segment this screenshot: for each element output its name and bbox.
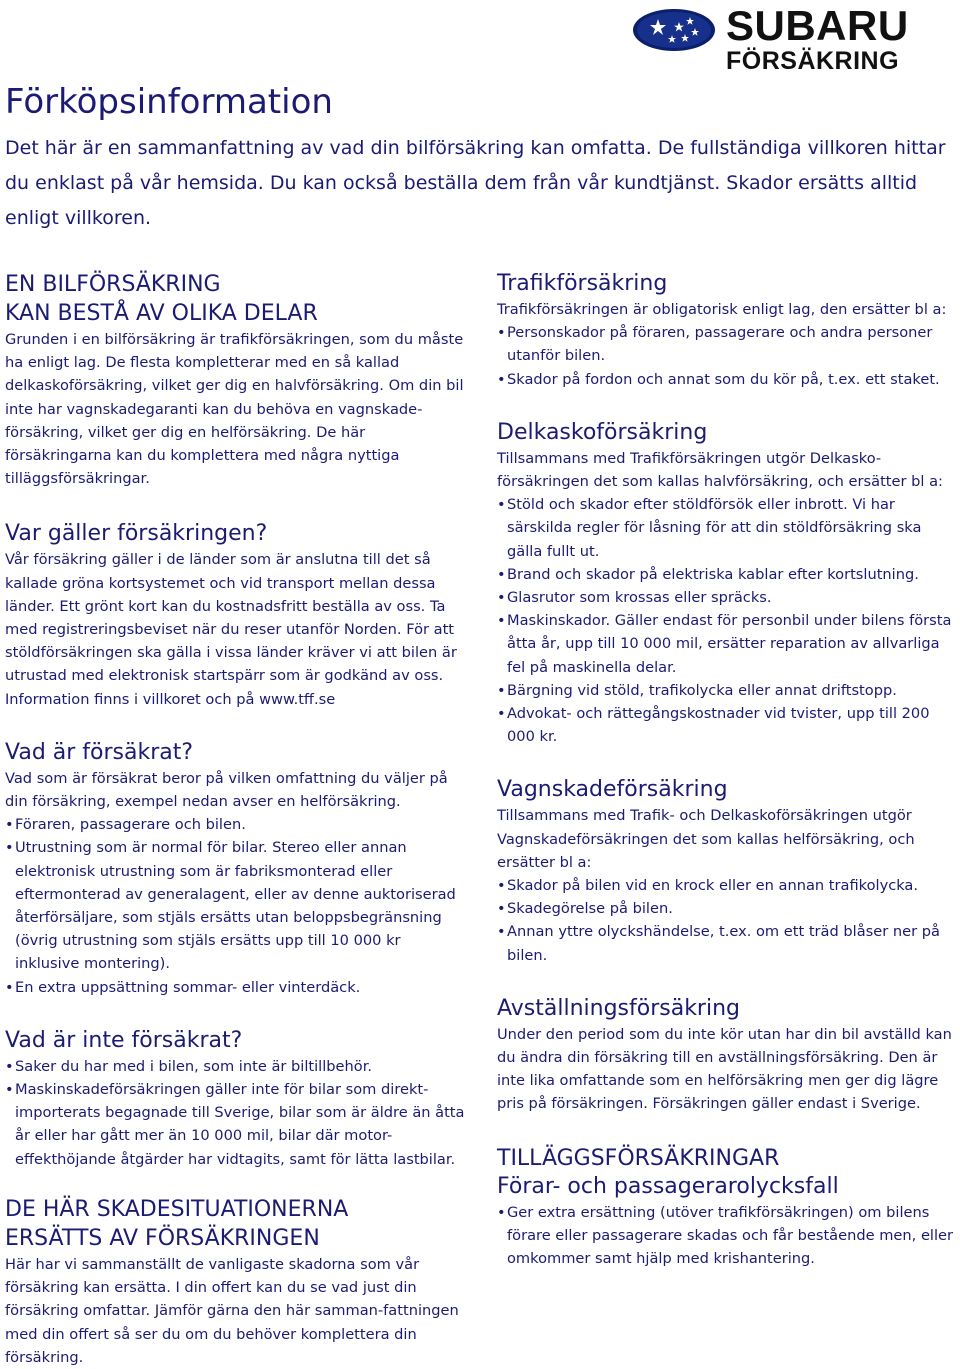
- section-subheading: Förar- och passagerarolycksfall: [497, 1173, 839, 1199]
- bullet-list: [5, 1055, 465, 1171]
- section-skadesituationer: [5, 1195, 465, 1369]
- list-item: • Saker du har med i bilen, som inte är biltillbehör.: [5, 1055, 465, 1078]
- bullet-list: [497, 321, 960, 391]
- subaru-stars-icon: [632, 8, 716, 52]
- section-vagnskadeforsakring: [497, 776, 960, 966]
- intro-text: Det här är en sammanfattning av vad din bilförsäkring kan omfatta. De fullständiga villkoren hittar du enklast på vår hemsida. Du kan också beställa dem från vår kundtjänst. Skador ersätts alltid enligt villkoren.: [5, 137, 946, 229]
- section-tillaggsforsakringar: [497, 1144, 960, 1271]
- list-item: • Annan yttre olyckshändelse, t.ex. om ett träd blåser ner på bilen.: [497, 920, 960, 966]
- list-item: • Glasrutor som krossas eller spräcks.: [497, 586, 960, 609]
- section-heading: Vagnskadeförsäkring: [497, 777, 728, 803]
- section-body: Vad som är försäkrat beror på vilken omfattning du väljer på din försäkring, exempel nedan avser en helförsäkring.: [5, 769, 448, 811]
- section-heading: Vad är inte försäkrat?: [5, 1027, 243, 1053]
- section-body: Trafikförsäkringen är obligatorisk enligt lag, den ersätter bl a:: [497, 301, 947, 318]
- section-en-bilforsakring: [5, 270, 465, 490]
- section-body: Tillsammans med Trafik- och Delkaskoförsäkringen utgör Vagnskadeförsäkringen det som kallas helförsäkring, och ersätter bl a:: [497, 807, 915, 871]
- section-heading-line1: EN BILFÖRSÄKRING: [5, 272, 221, 297]
- list-item: • Advokat- och rättegångskostnader vid tvister, upp till 200 000 kr.: [497, 702, 960, 748]
- bullet-list: [497, 874, 960, 967]
- list-item: • Skador på fordon och annat som du kör på, t.ex. ett staket.: [497, 368, 960, 391]
- subaru-logo: [632, 4, 960, 74]
- bullet-list: [5, 813, 465, 999]
- section-body: Grunden i en bilförsäkring är trafikförsäkringen, som du måste ha enligt lag. De flesta kompletterar med en så kallad delkaskoförsäkring, vilket ger dig en halvförsäkring. Om din bil inte har vagnskadegaranti kan du behöva en vagnskade-försäkring, vilket ger dig en helförsäkring. De här försäkringarna kan du komplettera med några nyttiga tilläggsförsäkringar.: [5, 331, 464, 488]
- section-body: Tillsammans med Trafikförsäkringen utgör Delkasko-försäkringen det som kallas halvförsäkring, och ersätter bl a:: [497, 449, 943, 491]
- list-item: • Bärgning vid stöld, trafikolycka eller annat driftstopp.: [497, 679, 960, 702]
- section-heading: Var gäller försäkringen?: [5, 521, 268, 547]
- list-item: • Föraren, passagerare och bilen.: [5, 813, 465, 836]
- section-avstallningsforsakring: [497, 995, 960, 1116]
- list-item: • Stöld och skador efter stöldförsök eller inbrott. Vi har särskilda regler för låsning för att din stöldförsäkring ska gälla fullt ut.: [497, 493, 960, 563]
- section-vad-ar-inte-forsakrat: [5, 1027, 465, 1171]
- list-item: • Maskinskador. Gäller endast för personbil under bilens första åtta år, upp till 10 000 mil, ersätter reparation av allvarliga fel på maskinella delar.: [497, 609, 960, 679]
- right-column: [497, 270, 960, 1270]
- section-heading: Avställningsförsäkring: [497, 995, 740, 1021]
- section-heading-line2: ERSÄTTS AV FÖRSÄKRINGEN: [5, 1225, 320, 1251]
- list-item: • Ger extra ersättning (utöver trafikförsäkringen) om bilens förare eller passagerare skadas och får bestående men, eller omkommer samt hjälp med krishantering.: [497, 1201, 960, 1271]
- list-item: • Skador på bilen vid en krock eller en annan trafikolycka.: [497, 874, 960, 897]
- list-item: • Utrustning som är normal för bilar. Stereo eller annan elektronisk utrustning som är fabriksmonterad eller eftermonterad av generalagent, eller av denne auktoriserad återförsäljare, som stjäls ersätts utan beloppsbegränsning (övrig utrustning som stjäls ersätts upp till 10 000 kr inklusive montering).: [5, 836, 465, 975]
- section-heading: Vad är försäkrat?: [5, 739, 194, 765]
- list-item: • Skadegörelse på bilen.: [497, 897, 960, 920]
- section-body: Vår försäkring gäller i de länder som är anslutna till det så kallade gröna kortsystemet och vid transport mellan dessa länder. Ett grönt kort kan du kostnadsfritt beställa av oss. Ta med registreringsbeviset när du reser utanför Norden. För att stöldförsäkringen ska gälla i vissa länder kräver vi att bilen är utrustad med elektronisk startspärr som är godkänd av oss. Information finns i villkoret och på www.tff.se: [5, 551, 457, 708]
- section-body: Under den period som du inte kör utan har din bil avställd kan du ändra din försäkring till en avställningsförsäkring. Den är inte lika omfattande som en helförsäkring men ger dig lägre pris på försäkringen. Försäkringen gäller endast i Sverige.: [497, 1025, 952, 1113]
- section-vad-ar-forsakrat: [5, 739, 465, 999]
- section-heading-line1: TILLÄGGSFÖRSÄKRINGAR: [497, 1145, 780, 1171]
- bullet-list: [497, 493, 960, 748]
- logo-brand-text: SUBARU: [726, 2, 909, 49]
- list-item: • En extra uppsättning sommar- eller vinterdäck.: [5, 976, 465, 999]
- page-title: Förköpsinformation: [5, 82, 333, 122]
- section-heading-line1: DE HÄR SKADESITUATIONERNA: [5, 1196, 349, 1222]
- section-heading-line2: KAN BESTÅ AV OLIKA DELAR: [5, 301, 318, 326]
- list-item: • Personskador på föraren, passagerare och andra personer utanför bilen.: [497, 321, 960, 367]
- list-item: • Maskinskadeförsäkringen gäller inte för bilar som direkt-importerats begagnade till Sverige, bilar som är äldre än åtta år eller har gått mer än 10 000 mil, bilar där motor-effekthöjande åtgärder har vidtagits, samt för lätta lastbilar.: [5, 1078, 465, 1171]
- section-delkaskoforsakring: [497, 419, 960, 749]
- section-heading: Delkaskoförsäkring: [497, 419, 708, 445]
- section-var-galler: [5, 520, 465, 710]
- section-trafikforsakring: [497, 270, 960, 391]
- section-heading: Trafikförsäkring: [497, 271, 668, 296]
- list-item: • Brand och skador på elektriska kablar efter kortslutning.: [497, 563, 960, 586]
- left-column: [5, 270, 465, 1369]
- section-body: Här har vi sammanställt de vanligaste skadorna som vår försäkring kan ersätta. I din offert kan du se vad just din försäkring omfattar. Jämför gärna den här samman-fattningen med din offert så ser du om du behöver komplettera din försäkring.: [5, 1255, 459, 1366]
- bullet-list: [497, 1201, 960, 1271]
- logo-sub-text: FÖRSÄKRING: [726, 47, 900, 75]
